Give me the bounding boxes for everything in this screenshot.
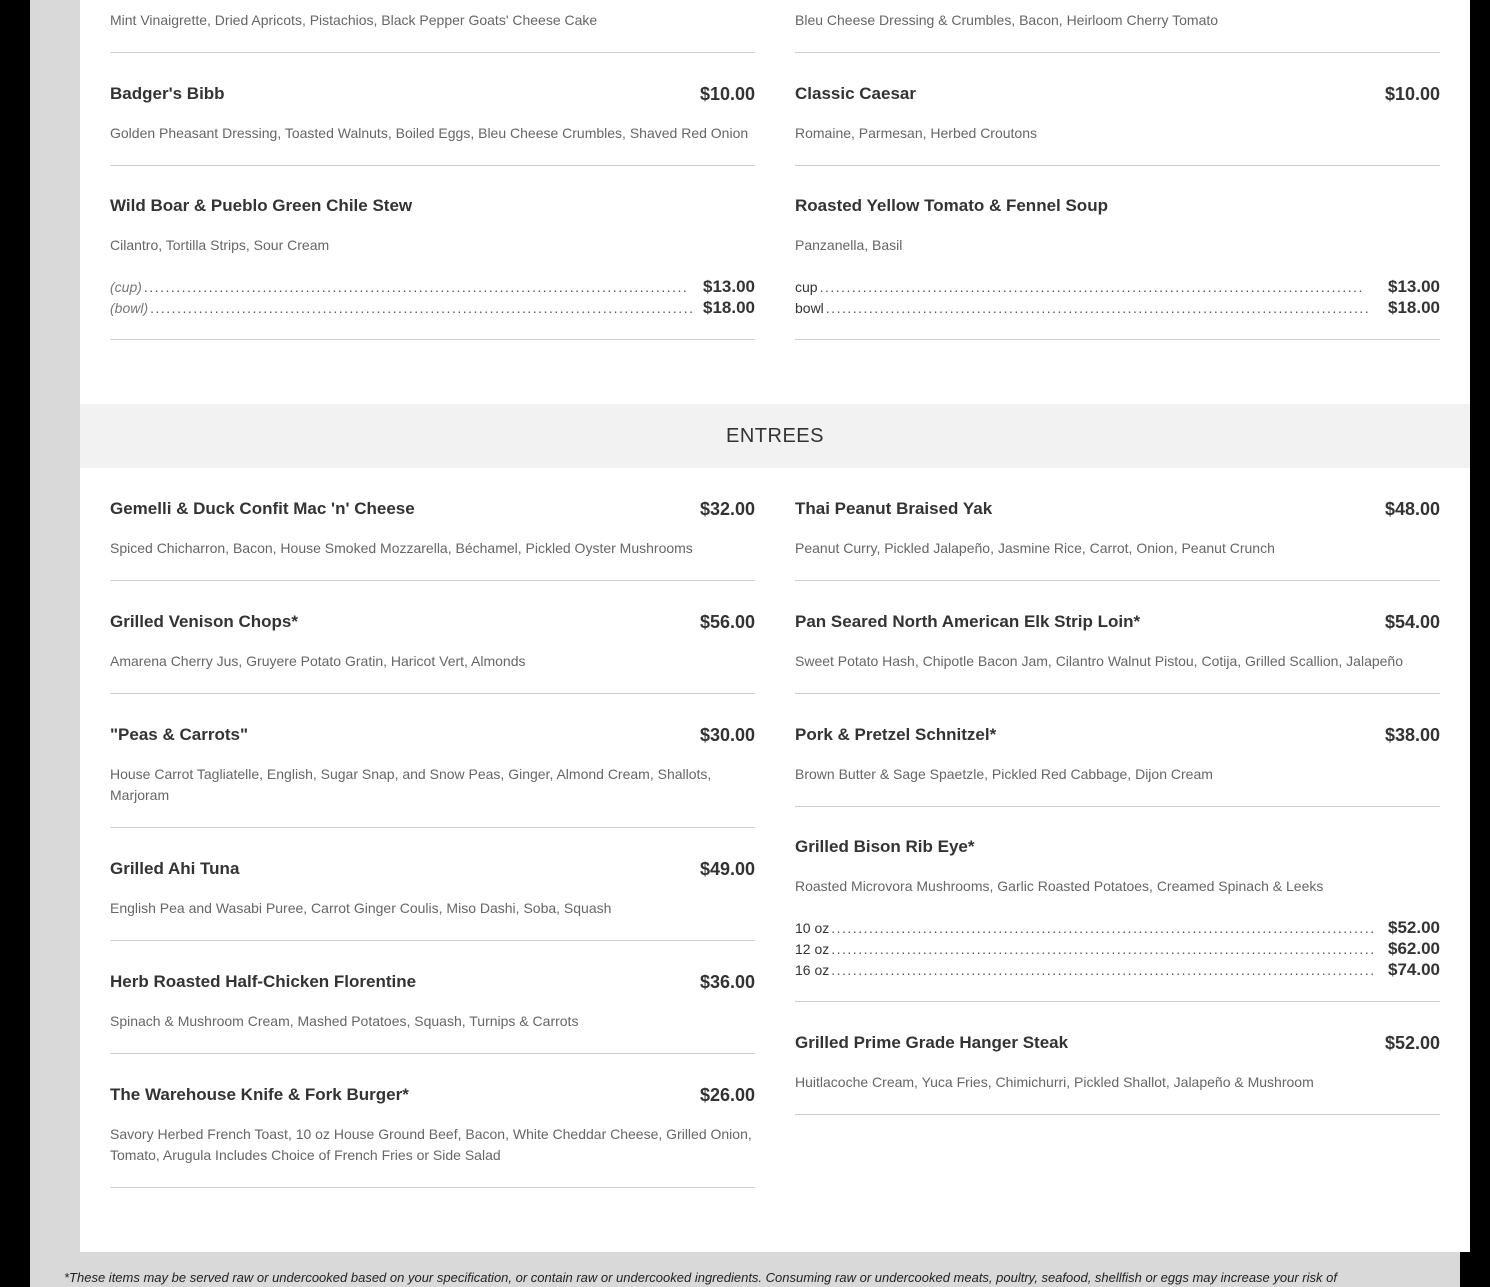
size-label: 16 oz xyxy=(795,962,830,978)
menu-item xyxy=(795,53,1440,166)
menu-item xyxy=(795,807,1440,1002)
item-description: Romaine, Parmesan, Herbed Croutons xyxy=(795,125,1038,141)
size-option xyxy=(795,959,1440,980)
item-price: $32.00 xyxy=(699,499,755,519)
size-options xyxy=(795,917,1440,980)
item-price: $36.00 xyxy=(699,972,755,992)
menu-item xyxy=(110,581,755,694)
item-name: Grilled Bison Rib Eye* xyxy=(795,837,975,856)
item-description: English Pea and Wasabi Puree, Carrot Ginger Coulis, Miso Dashi, Soba, Squash xyxy=(110,900,612,916)
size-price: $18.00 xyxy=(703,298,755,317)
size-label: 10 oz xyxy=(795,920,830,936)
size-option xyxy=(795,938,1440,959)
size-label: cup xyxy=(795,279,818,295)
item-price: $54.00 xyxy=(1384,612,1440,632)
leader-dots: ..................................................................................................... xyxy=(831,962,1376,978)
menu-item xyxy=(795,468,1440,581)
section-header-entrees xyxy=(80,404,1470,468)
menu-item xyxy=(110,694,755,828)
item-price: $52.00 xyxy=(1384,1033,1440,1053)
item-description: Cilantro, Tortilla Strips, Sour Cream xyxy=(110,237,330,253)
item-description: Spiced Chicharron, Bacon, House Smoked Mozzarella, Béchamel, Pickled Oyster Mushrooms xyxy=(110,540,693,556)
item-description: Huitlacoche Cream, Yuca Fries, Chimichurri, Pickled Shallot, Jalapeño & Mushroom xyxy=(795,1074,1314,1090)
item-description: Peanut Curry, Pickled Jalapeño, Jasmine Rice, Carrot, Onion, Peanut Crunch xyxy=(795,540,1275,556)
size-option xyxy=(110,297,755,318)
size-label: (cup) xyxy=(110,279,142,295)
page-background xyxy=(30,0,1460,1287)
size-price: $13.00 xyxy=(1388,277,1440,296)
item-description: Mint Vinaigrette, Dried Apricots, Pistachios, Black Pepper Goats' Cheese Cake xyxy=(110,12,598,28)
item-description: Golden Pheasant Dressing, Toasted Walnuts, Boiled Eggs, Bleu Cheese Crumbles, Shaved Red Onion xyxy=(110,125,749,141)
menu-item xyxy=(110,53,755,166)
size-price: $52.00 xyxy=(1388,918,1440,937)
menu-item xyxy=(795,1002,1440,1115)
item-description: Brown Butter & Sage Spaetzle, Pickled Red Cabbage, Dijon Cream xyxy=(795,766,1213,782)
size-price: $18.00 xyxy=(1388,298,1440,317)
size-option xyxy=(795,297,1440,318)
leader-dots: ..................................................................................................... xyxy=(819,279,1364,295)
item-name: Classic Caesar xyxy=(795,84,916,103)
item-description: Panzanella, Basil xyxy=(795,237,903,253)
size-price: $74.00 xyxy=(1388,960,1440,979)
size-option xyxy=(795,917,1440,938)
leader-dots: ..................................................................................................... xyxy=(143,279,689,295)
size-option xyxy=(110,276,755,297)
item-name: Thai Peanut Braised Yak xyxy=(795,499,993,518)
menu-item xyxy=(795,166,1440,340)
item-price: $30.00 xyxy=(699,725,755,745)
item-name: Wild Boar & Pueblo Green Chile Stew xyxy=(110,196,413,215)
leader-dots: ..................................................................................................... xyxy=(825,300,1371,316)
item-name: Pan Seared North American Elk Strip Loin* xyxy=(795,612,1141,631)
item-description: Amarena Cherry Jus, Gruyere Potato Gratin, Haricot Vert, Almonds xyxy=(110,653,526,669)
item-description: Sweet Potato Hash, Chipotle Bacon Jam, Cilantro Walnut Pistou, Cotija, Grilled Scallion, Jalapeño xyxy=(795,653,1404,669)
menu-item xyxy=(110,1054,755,1188)
menu-item-partial-right xyxy=(795,0,1440,53)
item-price: $10.00 xyxy=(1384,84,1440,104)
item-name: Grilled Venison Chops* xyxy=(110,612,298,631)
item-price: $26.00 xyxy=(699,1085,755,1105)
item-name: Pork & Pretzel Schnitzel* xyxy=(795,725,997,744)
size-label: 12 oz xyxy=(795,941,830,957)
item-price: $56.00 xyxy=(699,612,755,632)
item-name: "Peas & Carrots" xyxy=(110,725,249,744)
item-description: Bleu Cheese Dressing & Crumbles, Bacon, Heirloom Cherry Tomato xyxy=(795,12,1219,28)
item-name: Roasted Yellow Tomato & Fennel Soup xyxy=(795,196,1108,215)
item-price: $38.00 xyxy=(1384,725,1440,745)
size-label: (bowl) xyxy=(110,300,149,316)
menu-item xyxy=(795,581,1440,694)
item-description: House Carrot Tagliatelle, English, Sugar Snap, and Snow Peas, Ginger, Almond Cream, Shallots, Marjoram xyxy=(110,766,712,803)
item-price: $49.00 xyxy=(699,859,755,879)
size-price: $13.00 xyxy=(703,277,755,296)
section-title: ENTREES xyxy=(726,425,824,447)
menu-item-partial-left xyxy=(110,0,755,53)
item-description: Savory Herbed French Toast, 10 oz House Ground Beef, Bacon, White Cheddar Cheese, Grilled Onion, Tomato, Arugula Includes Choice of French Fries or Side Salad xyxy=(110,1126,752,1163)
item-description: Roasted Microvora Mushrooms, Garlic Roasted Potatoes, Creamed Spinach & Leeks xyxy=(795,878,1324,894)
size-price: $62.00 xyxy=(1388,939,1440,958)
item-name: Herb Roasted Half-Chicken Florentine xyxy=(110,972,417,991)
item-name: Grilled Ahi Tuna xyxy=(110,859,240,878)
leader-dots: ..................................................................................................... xyxy=(831,941,1376,957)
menu-item xyxy=(795,694,1440,807)
leader-dots: ..................................................................................................... xyxy=(831,920,1376,936)
allergen-footnote: *These items may be served raw or undercooked based on your specification, or contain raw or undercooked ingredients. Consuming raw or undercooked meats, poultry, seafood, shellfish or eggs may increase your risk of xyxy=(64,1270,1337,1285)
item-name: Grilled Prime Grade Hanger Steak xyxy=(795,1033,1069,1052)
item-name: Gemelli & Duck Confit Mac 'n' Cheese xyxy=(110,499,415,518)
size-label: bowl xyxy=(795,300,824,316)
item-name: Badger's Bibb xyxy=(110,84,225,103)
leader-dots: ..................................................................................................... xyxy=(150,300,695,316)
item-price: $48.00 xyxy=(1384,499,1440,519)
menu-item xyxy=(110,941,755,1054)
menu-item xyxy=(110,468,755,581)
size-options xyxy=(795,276,1440,318)
menu-card xyxy=(80,0,1470,1252)
item-description: Spinach & Mushroom Cream, Mashed Potatoes, Squash, Turnips & Carrots xyxy=(110,1013,579,1029)
menu-item xyxy=(110,166,755,340)
size-options xyxy=(110,276,755,318)
size-option xyxy=(795,276,1440,297)
item-name: The Warehouse Knife & Fork Burger* xyxy=(110,1085,409,1104)
menu-item xyxy=(110,828,755,941)
item-price: $10.00 xyxy=(699,84,755,104)
